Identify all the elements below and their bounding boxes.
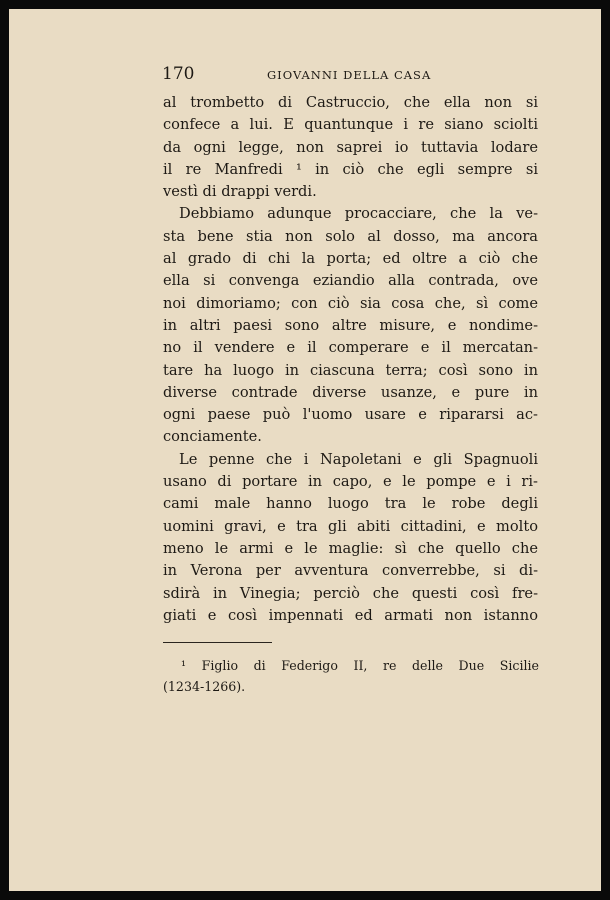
body-text	[163, 92, 538, 627]
footnote-line: (1234-1266).	[163, 679, 246, 694]
page-header	[162, 64, 542, 88]
text-line: giati e così impennati ed armati non istanno	[163, 606, 538, 624]
text-line: in Verona per avventura converrebbe, si di-	[163, 562, 538, 580]
text-line: diverse contrade diverse usanze, e pure in	[163, 383, 538, 401]
text-line: da ogni legge, non saprei io tuttavia lodare	[163, 138, 538, 156]
text-line: meno le armi e le maglie: sì che quello che	[163, 539, 538, 557]
text-line: Le penne che i Napoletani e gli Spagnuoli	[179, 450, 538, 468]
text-line: in altri paesi sono altre misure, e nondime-	[163, 316, 538, 334]
text-line: al grado di chi la porta; ed oltre a ciò che	[163, 250, 538, 268]
running-title: GIOVANNI DELLA CASA	[267, 68, 432, 82]
footnote-line: ¹ Figlio di Federigo II, re delle Due Sicilie	[181, 658, 539, 673]
text-line: noi dimoriamo; con ciò sia cosa che, sì come	[163, 294, 538, 312]
book-page	[9, 9, 601, 891]
text-line: al trombetto di Castruccio, che ella non si	[163, 94, 538, 111]
text-line: il re Manfredi ¹ in ciò che egli sempre si	[163, 160, 538, 178]
text-line: sdirà in Vinegia; perciò che questi così fre-	[163, 584, 538, 602]
text-line: ella si convenga eziandio alla contrada, ove	[163, 272, 538, 290]
text-line: usano di portare in capo, e le pompe e i ri-	[163, 473, 538, 491]
text-line: uomini gravi, e tra gli abiti cittadini, e molto	[163, 517, 538, 535]
text-line: no il vendere e il comperare e il mercatan-	[163, 339, 538, 357]
text-line: vestì di drappi verdi.	[163, 183, 317, 201]
text-line: conciamente.	[163, 428, 262, 446]
text-line: ogni paese può l'uomo usare e ripararsi ac-	[163, 406, 538, 424]
text-line: tare ha luogo in ciascuna terra; così sono in	[163, 361, 538, 379]
text-line: confece a lui. E quantunque i re siano sciolti	[163, 116, 538, 134]
footnote	[163, 655, 539, 697]
text-line: sta bene stia non solo al dosso, ma ancora	[163, 227, 538, 245]
text-line: cami male hanno luogo tra le robe degli	[163, 495, 538, 513]
page-number: 170	[162, 64, 195, 84]
footnote-rule	[163, 642, 272, 643]
text-line: Debbiamo adunque procacciare, che la ve-	[179, 205, 538, 223]
